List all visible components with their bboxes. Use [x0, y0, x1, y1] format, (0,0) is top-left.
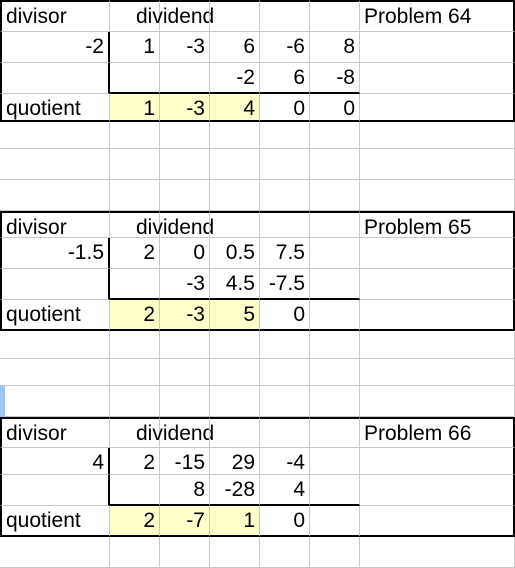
- quotient-coefficient[interactable]: 1: [110, 94, 160, 122]
- cell[interactable]: [260, 122, 310, 149]
- product-value[interactable]: [110, 475, 160, 506]
- cell[interactable]: [160, 537, 210, 568]
- cell[interactable]: [310, 211, 360, 238]
- quotient-coefficient[interactable]: 5: [210, 300, 260, 331]
- cell[interactable]: [260, 537, 310, 568]
- cell[interactable]: [360, 238, 515, 269]
- cell[interactable]: [160, 331, 210, 359]
- cell[interactable]: [210, 180, 260, 211]
- cell[interactable]: [360, 300, 515, 331]
- cell[interactable]: [360, 448, 515, 475]
- cell[interactable]: [110, 386, 160, 417]
- cell[interactable]: [210, 386, 260, 417]
- quotient-coefficient[interactable]: 0: [310, 94, 360, 122]
- cell[interactable]: [110, 180, 160, 211]
- cell[interactable]: [210, 149, 260, 180]
- cell[interactable]: [210, 122, 260, 149]
- dividend-label[interactable]: dividend: [110, 417, 160, 448]
- dividend-coefficient[interactable]: 8: [310, 32, 360, 63]
- cell[interactable]: [0, 122, 110, 149]
- problem-title[interactable]: Problem 64: [360, 0, 515, 32]
- product-value[interactable]: -28: [210, 475, 260, 506]
- cell[interactable]: [210, 417, 260, 448]
- cell[interactable]: [0, 63, 110, 94]
- dividend-coefficient[interactable]: 7.5: [260, 238, 310, 269]
- quotient-coefficient[interactable]: -7: [160, 506, 210, 537]
- product-value[interactable]: -8: [310, 63, 360, 94]
- problem-title[interactable]: Problem 65: [360, 211, 515, 238]
- cell[interactable]: [0, 269, 110, 300]
- divisor-value[interactable]: -2: [0, 32, 110, 63]
- cell[interactable]: [260, 0, 310, 32]
- cell[interactable]: [310, 122, 360, 149]
- cell[interactable]: [360, 63, 515, 94]
- cell[interactable]: [310, 180, 360, 211]
- cell[interactable]: [260, 386, 310, 417]
- quotient-label[interactable]: quotient: [0, 300, 110, 331]
- cell[interactable]: [0, 359, 110, 386]
- cell[interactable]: [210, 537, 260, 568]
- cell[interactable]: [210, 211, 260, 238]
- divisor-label[interactable]: divisor: [0, 417, 110, 448]
- cell[interactable]: [0, 180, 110, 211]
- dividend-label[interactable]: dividend: [110, 211, 160, 238]
- dividend-coefficient[interactable]: -6: [260, 32, 310, 63]
- cell[interactable]: [110, 122, 160, 149]
- quotient-coefficient[interactable]: 2: [110, 506, 160, 537]
- product-value[interactable]: [310, 475, 360, 506]
- quotient-coefficient[interactable]: [310, 300, 360, 331]
- cell[interactable]: [160, 180, 210, 211]
- problem-title[interactable]: Problem 66: [360, 417, 515, 448]
- product-value[interactable]: 6: [260, 63, 310, 94]
- divisor-value[interactable]: -1.5: [0, 238, 110, 269]
- cell[interactable]: [210, 359, 260, 386]
- dividend-coefficient[interactable]: [310, 448, 360, 475]
- quotient-coefficient[interactable]: 0: [260, 506, 310, 537]
- cell[interactable]: [360, 149, 515, 180]
- row-selection-marker: [0, 386, 5, 417]
- quotient-label[interactable]: quotient: [0, 506, 110, 537]
- cell[interactable]: [160, 149, 210, 180]
- product-value[interactable]: -2: [210, 63, 260, 94]
- dividend-coefficient[interactable]: 6: [210, 32, 260, 63]
- cell[interactable]: [360, 269, 515, 300]
- cell[interactable]: [360, 180, 515, 211]
- cell[interactable]: [360, 475, 515, 506]
- divisor-value[interactable]: 4: [0, 448, 110, 475]
- quotient-coefficient[interactable]: 0: [260, 94, 310, 122]
- dividend-coefficient[interactable]: 0: [160, 238, 210, 269]
- product-value[interactable]: -3: [160, 269, 210, 300]
- product-value[interactable]: [110, 269, 160, 300]
- cell[interactable]: [260, 180, 310, 211]
- quotient-coefficient[interactable]: -3: [160, 300, 210, 331]
- cell[interactable]: [260, 149, 310, 180]
- cell[interactable]: [360, 32, 515, 63]
- cell[interactable]: [360, 359, 515, 386]
- quotient-coefficient[interactable]: -3: [160, 94, 210, 122]
- dividend-coefficient[interactable]: -3: [160, 32, 210, 63]
- dividend-coefficient[interactable]: 2: [110, 448, 160, 475]
- cell[interactable]: [260, 359, 310, 386]
- quotient-label[interactable]: quotient: [0, 94, 110, 122]
- dividend-coefficient[interactable]: 0.5: [210, 238, 260, 269]
- dividend-coefficient[interactable]: -15: [160, 448, 210, 475]
- quotient-coefficient[interactable]: 0: [260, 300, 310, 331]
- product-value[interactable]: 4: [260, 475, 310, 506]
- cell[interactable]: [0, 149, 110, 180]
- cell[interactable]: [260, 331, 310, 359]
- cell[interactable]: [0, 537, 110, 568]
- cell[interactable]: [360, 506, 515, 537]
- dividend-coefficient[interactable]: 1: [110, 32, 160, 63]
- cell[interactable]: [360, 386, 515, 417]
- cell[interactable]: [310, 386, 360, 417]
- cell[interactable]: [310, 149, 360, 180]
- cell[interactable]: [360, 94, 515, 122]
- product-value[interactable]: [310, 269, 360, 300]
- cell[interactable]: [160, 417, 210, 448]
- product-value[interactable]: 8: [160, 475, 210, 506]
- divisor-label[interactable]: divisor: [0, 211, 110, 238]
- dividend-coefficient[interactable]: [310, 238, 360, 269]
- product-value[interactable]: [160, 63, 210, 94]
- cell[interactable]: [310, 417, 360, 448]
- cell[interactable]: [310, 0, 360, 32]
- cell[interactable]: [310, 331, 360, 359]
- cell[interactable]: [160, 122, 210, 149]
- product-value[interactable]: 4.5: [210, 269, 260, 300]
- cell[interactable]: [110, 359, 160, 386]
- quotient-coefficient[interactable]: [310, 506, 360, 537]
- quotient-coefficient[interactable]: 2: [110, 300, 160, 331]
- cell[interactable]: [0, 331, 110, 359]
- cell[interactable]: [260, 417, 310, 448]
- cell[interactable]: [0, 386, 110, 417]
- dividend-label[interactable]: dividend: [110, 0, 160, 32]
- cell[interactable]: [160, 386, 210, 417]
- cell[interactable]: [360, 537, 515, 568]
- cell[interactable]: [310, 359, 360, 386]
- dividend-coefficient[interactable]: 29: [210, 448, 260, 475]
- cell[interactable]: [360, 122, 515, 149]
- cell[interactable]: [260, 211, 310, 238]
- cell[interactable]: [160, 359, 210, 386]
- cell[interactable]: [160, 211, 210, 238]
- cell[interactable]: [110, 149, 160, 180]
- dividend-coefficient[interactable]: -4: [260, 448, 310, 475]
- cell[interactable]: [210, 0, 260, 32]
- quotient-coefficient[interactable]: 1: [210, 506, 260, 537]
- cell[interactable]: [110, 537, 160, 568]
- dividend-coefficient[interactable]: 2: [110, 238, 160, 269]
- cell[interactable]: [110, 331, 160, 359]
- cell[interactable]: [310, 537, 360, 568]
- cell[interactable]: [0, 475, 110, 506]
- cell[interactable]: [160, 0, 210, 32]
- cell[interactable]: [210, 331, 260, 359]
- quotient-coefficient[interactable]: 4: [210, 94, 260, 122]
- divisor-label[interactable]: divisor: [0, 0, 110, 32]
- cell[interactable]: [360, 331, 515, 359]
- product-value[interactable]: -7.5: [260, 269, 310, 300]
- product-value[interactable]: [110, 63, 160, 94]
